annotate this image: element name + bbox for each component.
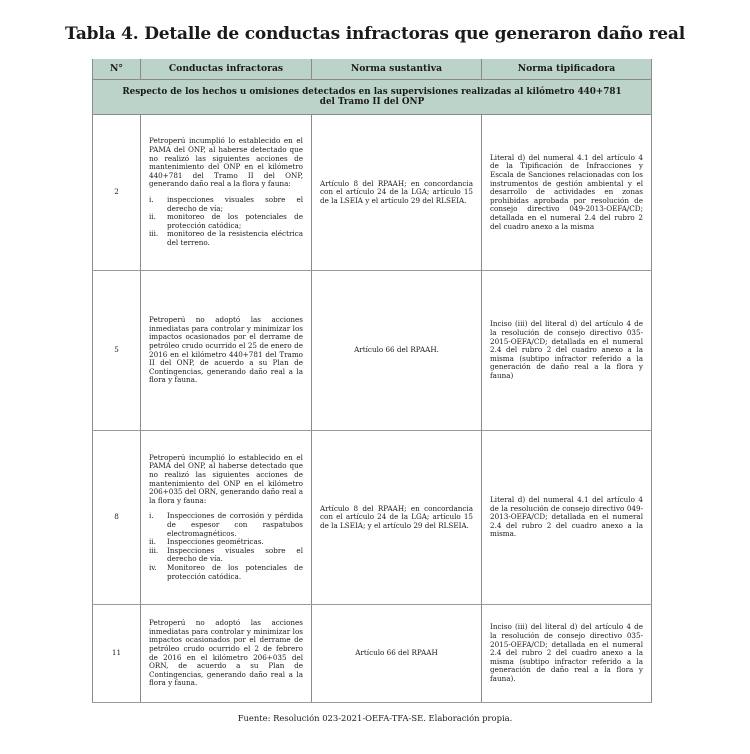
header-row: [93, 59, 652, 80]
table-row: [93, 115, 652, 271]
conduct-item: [149, 230, 303, 247]
conduct-item: [149, 196, 303, 213]
conduct-text: Petroperú incumplió lo establecido en el PAMA del ONP, al haberse detectado que no realizó las siguientes acciones de mantenimiento del ONP en el kilómetro 440+781 del Tramo II del ONP, generando daño real a la flora y fauna:: [149, 136, 303, 189]
tipificadora-cell: Inciso (iii) del literal d) del artículo 4 de la resolución de consejo directivo 035-2015-OEFA/CD; detallada en el numeral 2.4 del rubro 2 del cuadro anexo a la misma (subtipo infractor referido a la generación de daño real a la flora y fauna): [482, 271, 652, 431]
item-marker: ii.: [149, 537, 156, 547]
conduct-items: [149, 196, 303, 248]
conduct-text: Petroperú incumplió lo establecido en el PAMA del ONP, al haberse detectado que no realizó las siguientes acciones de mantenimiento del ONP en el kilómetro 206+035 del ORN, generando daño real a la flora y fauna:: [149, 452, 303, 505]
header-sustantiva: Norma sustantiva: [312, 59, 482, 80]
conduct-items: [149, 512, 303, 581]
sustantiva-cell: Artículo 8 del RPAAH; en concordancia con el artículo 24 de la LGA; artículo 15 de la LSEIA y el artículo 29 del RLSEIA.: [312, 115, 482, 271]
conduct-cell: [141, 431, 312, 605]
table-title: Tabla 4. Detalle de conductas infractoras que generaron daño real: [65, 24, 685, 44]
sustantiva-cell: Artículo 8 del RPAAH; en concordancia con el artículo 24 de la LGA; artículo 15 de la LSEIA; y el artículo 29 del RLSEIA.: [312, 431, 482, 605]
item-text: Monitoreo de los potenciales de protección catódica.: [167, 562, 303, 581]
conduct-cell: [141, 115, 312, 271]
item-text: Inspecciones geométricas.: [167, 537, 264, 547]
tipificadora-cell: Literal d) del numeral 4.1 del artículo 4 de la resolución de consejo directivo 049-2013-OEFA/CD; detallada en el numeral 2.4 del rubro 2 del cuadro anexo a la misma.: [482, 431, 652, 605]
item-text: Inspecciones de corrosión y pérdida de espesor con raspatubos electromagnéticos.: [167, 511, 303, 538]
header-num: N°: [93, 59, 141, 80]
conduct-item: [149, 213, 303, 230]
conduct-cell: [141, 605, 312, 703]
item-marker: iii.: [149, 545, 159, 555]
sustantiva-cell: Artículo 66 del RPAAH.: [312, 271, 482, 431]
row-number: 11: [93, 605, 141, 703]
item-marker: iii.: [149, 229, 159, 239]
section-row: [93, 80, 652, 115]
item-text: Inspecciones visuales sobre el derecho de vía.: [167, 545, 303, 564]
tipificadora-cell: Literal d) del numeral 4.1 del artículo 4 de la Tipificación de Infracciones y Escala de Sanciones relacionadas con los instrumentos de gestión ambiental y el desarrollo de actividades en zonas prohibidas aprobada por resolución de consejo directivo 049-2013-OEFA/CD; detallada en el numeral 2.4 del rubro 2 del cuadro anexo a la misma: [482, 115, 652, 271]
item-text: monitoreo de los potenciales de protección catódica;: [167, 212, 303, 230]
row-number: 8: [93, 431, 141, 605]
table-row: [93, 605, 652, 703]
conduct-item: [149, 564, 303, 581]
item-marker: i.: [149, 195, 154, 204]
header-conduct: Conductas infractoras: [141, 59, 312, 80]
header-tipificadora: Norma tipificadora: [482, 59, 652, 80]
item-text: monitoreo de la resistencia eléctrica del terreno.: [167, 229, 303, 247]
item-marker: iv.: [149, 562, 157, 572]
item-marker: ii.: [149, 212, 156, 222]
table-row: [93, 431, 652, 605]
source-note: Fuente: Resolución 023-2021-OEFA-TFA-SE. Elaboración propia.: [237, 713, 513, 723]
item-text: inspecciones visuales sobre el derecho de vía;: [167, 195, 303, 213]
conduct-text: Petroperú no adoptó las acciones inmediatas para controlar y minimizar los impactos ocasionados por el derrame de petróleo crudo ocurrido el 2 de febrero de 2016 en el kilómetro 206+035 del ORN, de acuerdo a su Plan de Contingencias, generando daño real a la flora y fauna.: [149, 618, 303, 688]
item-marker: i.: [149, 511, 154, 521]
row-number: 5: [93, 271, 141, 431]
conduct-cell: [141, 271, 312, 431]
conduct-item: [149, 547, 303, 564]
row-number: 2: [93, 115, 141, 271]
conduct-item: [149, 512, 303, 538]
tipificadora-cell: Inciso (iii) del literal d) del artículo 4 de la resolución de consejo directivo 035-2015-OEFA/CD; detallada en el numeral 2.4 del rubro 2 del cuadro anexo a la misma (subtipo infractor referido a la generación de daño real a la flora y fauna).: [482, 605, 652, 703]
conduct-text: Petroperú no adoptó las acciones inmediatas para controlar y minimizar los impactos ocasionados por el derrame de petróleo crudo ocurrido el 25 de enero de 2016 en el kilómetro 440+781 del Tramo II del ONP, de acuerdo a su Plan de Contingencias, generando daño real a la flora y fauna.: [149, 315, 303, 385]
sustantiva-cell: Artículo 66 del RPAAH: [312, 605, 482, 703]
table-row: [93, 271, 652, 431]
section-label: Respecto de los hechos u omisiones detectados en las supervisiones realizadas al kilómetro 440+781 del Tramo II del ONP: [93, 80, 652, 115]
infractions-table: [92, 59, 652, 703]
